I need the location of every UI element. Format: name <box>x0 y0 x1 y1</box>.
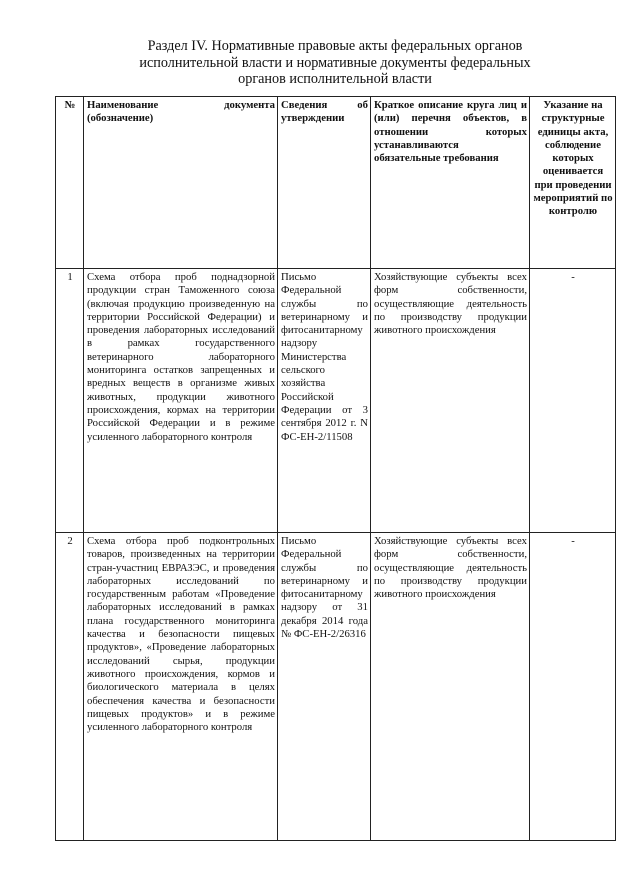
section-title-line: Раздел IV. Нормативные правовые акты федеральных органов <box>147 38 523 54</box>
description-cell: Хозяйствующие субъекты всех форм собственности, осуществляющие деятельность по производству продукции животного происхождения <box>371 533 530 841</box>
approval-info-cell: Письмо Федеральной службы по ветеринарному и фитосанитарному надзору от 31 декабря 2014 года № ФС-ЕН-2/26316 <box>278 533 371 841</box>
column-header-number: № <box>56 97 84 269</box>
row-number: 2 <box>56 533 84 841</box>
table-row <box>56 269 616 533</box>
table-row <box>56 533 616 841</box>
document-name-cell: Схема отбора проб поднадзорной продукции стран Таможенного союза (включая продукцию произведенную на территории Российской Федерации) и проведения лабораторных исследований в рамках государственного ветеринарного лабораторного мониторинга остатков запрещенных и вредных веществ в организме живых животных, продукции животного происхождения, кормах на территории Российской Федерации и в режиме усиленного лабораторного контроля <box>84 269 278 533</box>
document-name-cell: Схема отбора проб подконтрольных товаров, произведенных на территории стран-участниц ЕВРАЗЭС, и проведения лабораторных исследований по государственным работам «Проведение лабораторных исследований в рамках плана государственного мониторинга качества и безопасности пищевых продуктов», «Проведение лабораторных исследований сырья, продукции животного происхождения, кормов и биологического материала в целях обеспечения качества и безопасности пищевых продуктов» и в режиме усиленного лабораторного контроля <box>84 533 278 841</box>
column-header-description: Краткое описание круга лиц и (или) перечня объектов, в отношении которых устанавливаются обязательные требования <box>371 97 530 269</box>
column-header-document-name: Наименование документа (обозначение) <box>84 97 278 269</box>
description-cell: Хозяйствующие субъекты всех форм собственности, осуществляющие деятельность по производству продукции животного происхождения <box>371 269 530 533</box>
table-header-row <box>56 97 616 269</box>
section-title-line: исполнительной власти и нормативные документы федеральных <box>139 54 531 71</box>
structural-units-cell: - <box>530 533 616 841</box>
column-header-structural-units: Указание на структурные единицы акта, соблюдение которых оценивается при проведении мероприятий по контролю <box>530 97 616 269</box>
structural-units-cell: - <box>530 269 616 533</box>
regulatory-acts-table <box>55 96 616 841</box>
section-title <box>120 38 550 88</box>
approval-info-cell: Письмо Федеральной службы по ветеринарному и фитосанитарному надзору Министерства сельского хозяйства Российской Федерации от 3 сентября 2012 г. N ФС-ЕН-2/11508 <box>278 269 371 533</box>
section-title-line: органов исполнительной власти <box>238 71 432 87</box>
column-header-approval-info: Сведения об утверждении <box>278 97 371 269</box>
row-number: 1 <box>56 269 84 533</box>
